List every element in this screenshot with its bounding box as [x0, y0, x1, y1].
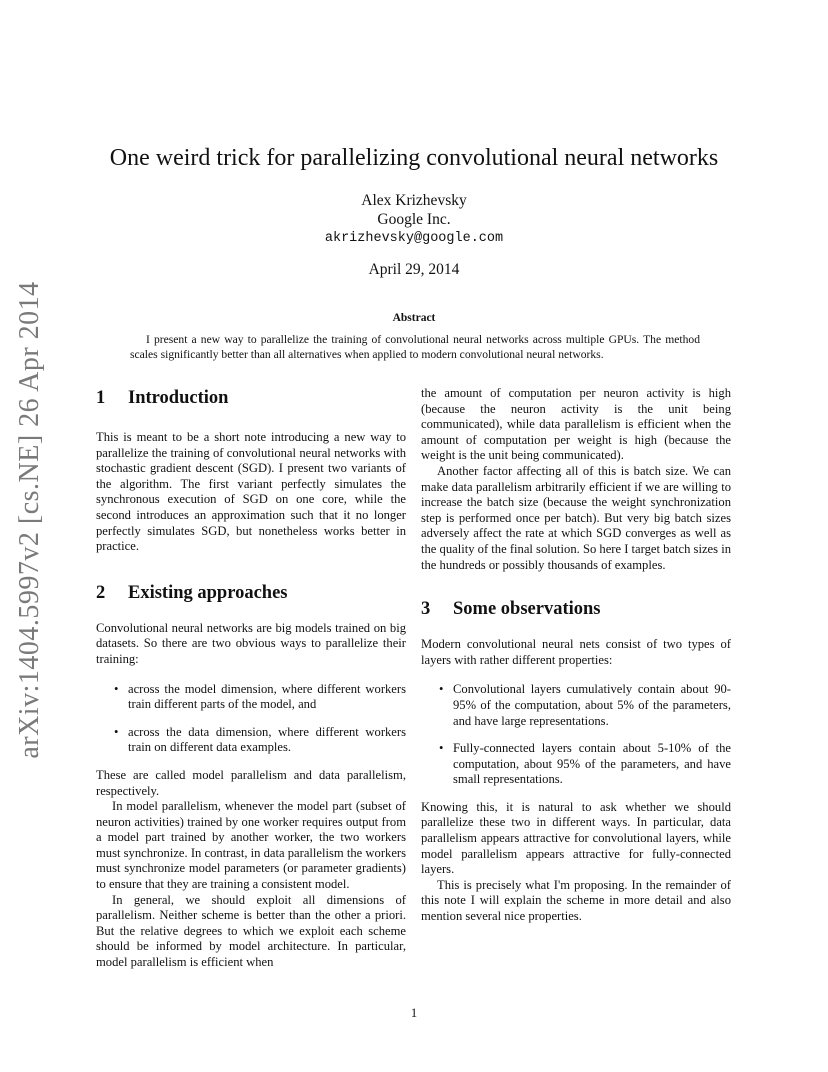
section-heading-existing-approaches	[96, 581, 406, 605]
existing-paragraph-4: In general, we should exploit all dimensions of parallelism. Neither scheme is better than the other a priori. But the relative degrees to which we exploit each scheme should be informed by model architecture. In particular, model parallelism is efficient when	[96, 892, 406, 970]
page-number: 1	[410, 1006, 418, 1020]
existing-paragraph-1: Convolutional neural networks are big models trained on big datasets. So there are two obvious ways to parallelize their training:	[96, 620, 406, 666]
paper-title: One weird trick for parallelizing convolutional neural networks	[109, 145, 719, 171]
parallelism-list	[96, 682, 406, 756]
author-name: Alex Krizhevsky	[361, 192, 467, 209]
list-item	[114, 725, 406, 756]
right-column	[421, 386, 731, 986]
list-item	[114, 682, 406, 713]
abstract-heading: Abstract	[392, 312, 436, 324]
existing-paragraph-5: Another factor affecting all of this is batch size. We can make data parallelism arbitrarily efficient if we are willing to increase the batch size (because the weight synchronization step is performed once per batch). But very big batch sizes adversely affect the rate at which SGD converges as well as the quality of the final solution. So here I target batch sizes in the hundreds or possibly thousands of examples.	[421, 463, 731, 572]
existing-paragraph-3: In model parallelism, whenever the model part (subset of neuron activities) trained by one worker requires output from a model part trained by another worker, the two workers must synchronize. In contrast, in data parallelism the workers must synchronize model parameters (or parameter gradients) to ensure that they are training a consistent model.	[96, 799, 406, 892]
list-item-text: across the data dimension, where different workers train on different data examples.	[128, 724, 406, 755]
list-item	[439, 741, 731, 788]
author-email: akrizhevsky@google.com	[324, 231, 504, 246]
observations-paragraph-3: This is precisely what I'm proposing. In the remainder of this note I will explain the scheme in more detail and also mention several nice properties.	[421, 877, 731, 924]
observations-paragraph-1: Modern convolutional neural nets consist of two types of layers with rather different properties:	[421, 637, 731, 667]
section-number: 2	[96, 582, 106, 603]
existing-paragraph-4-continued: the amount of computation per neuron activity is high (because the neuron activity is the unit being communicated), while data parallelism is efficient when the amount of computation per weight is high (because the weight is the unit being communicated).	[421, 386, 731, 463]
list-item-text: Fully-connected layers contain about 5-10% of the computation, about 95% of the parameters, and have small representations.	[453, 741, 731, 787]
bullet-icon: •	[114, 724, 119, 739]
intro-paragraph: This is meant to be a short note introducing a new way to parallelize the training of convolutional neural networks with stochastic gradient descent (SGD). I present two variants of the algorithm. The first variant perfectly simulates the synchronous execution of SGD on one core, while the second introduces an approximation such that it no longer perfectly simulates SGD, but nonetheless works better in practice.	[96, 430, 406, 554]
list-item-text: Convolutional layers cumulatively contain about 90-95% of the computation, about 5% of the parameters, and have large representations.	[453, 682, 731, 728]
bullet-icon: •	[439, 682, 444, 697]
arxiv-identifier-text: arXiv:1404.5997v2 [cs.NE] 26 Apr 2014	[14, 281, 45, 759]
paper-date: April 29, 2014	[368, 261, 460, 278]
section-number: 1	[96, 388, 106, 408]
layer-types-list	[421, 682, 731, 788]
section-title: Existing approaches	[128, 582, 288, 603]
author-block	[0, 191, 828, 248]
abstract-body	[130, 333, 700, 362]
section-title: Introduction	[128, 388, 229, 408]
arxiv-identifier	[12, 281, 48, 759]
list-item	[439, 682, 731, 729]
section-heading-introduction	[96, 386, 406, 410]
section-number: 3	[421, 599, 431, 620]
observations-paragraph-2: Knowing this, it is natural to ask whether we should parallelize these two in different ways. In particular, data parallelism appears attractive for convolutional layers, while model parallelism appears attractive for fully-connected layers.	[421, 799, 731, 877]
bullet-icon: •	[439, 741, 444, 756]
left-column	[96, 386, 406, 986]
abstract-text: I present a new way to parallelize the training of convolutional neural networks across multiple GPUs. The method scales significantly better than all alternatives when applied to modern convolutional neural networks.	[130, 333, 700, 361]
author-affiliation: Google Inc.	[377, 211, 451, 228]
existing-paragraph-2: These are called model parallelism and data parallelism, respectively.	[96, 767, 406, 798]
list-item-text: across the model dimension, where different workers train different parts of the model, and	[128, 681, 406, 712]
bullet-icon: •	[114, 681, 119, 696]
section-title: Some observations	[453, 599, 601, 620]
section-heading-some-observations	[421, 597, 731, 621]
